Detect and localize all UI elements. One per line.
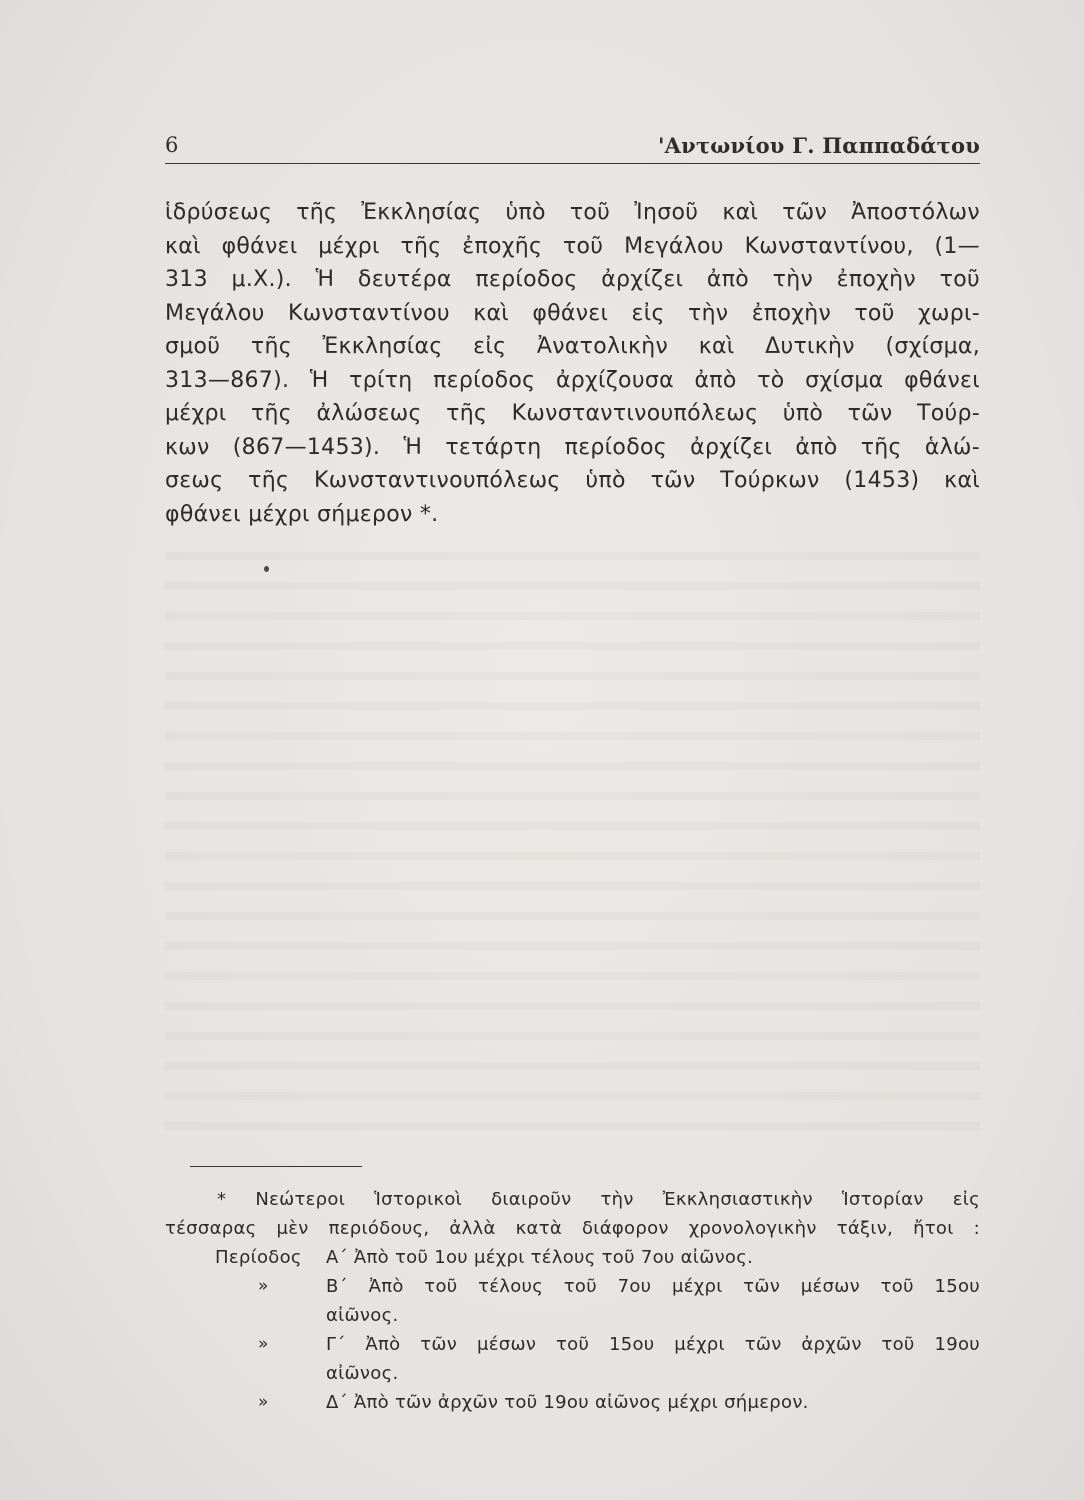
body-line: φθάνει μέχρι σήμερον *. bbox=[165, 501, 439, 527]
period-entry: Γ΄ Ἀπὸ τῶν μέσων τοῦ 15ου μέχρι τῶν ἀρχῶν τοῦ 19ου bbox=[326, 1334, 980, 1355]
body-line: 313—867). Ἡ τρίτη περίοδος ἀρχίζουσα ἀπὸ τὸ σχίσμα φθάνει bbox=[165, 367, 980, 393]
period-entry-continuation: αἰῶνος. bbox=[326, 1305, 399, 1326]
period-entry: Δ΄ Ἀπὸ τῶν ἀρχῶν τοῦ 19ου αἰῶνος μέχρι σήμερον. bbox=[326, 1392, 809, 1413]
ditto-mark: » bbox=[258, 1276, 269, 1296]
page-number: 6 bbox=[165, 133, 179, 157]
body-line: ἱδρύσεως τῆς Ἐκκλησίας ὑπὸ τοῦ Ἰησοῦ καὶ τῶν Ἀποστόλων bbox=[165, 200, 980, 225]
footnote-period-row bbox=[165, 1243, 980, 1272]
bleed-through-texture bbox=[165, 530, 980, 1150]
period-label: Περίοδος bbox=[215, 1247, 302, 1268]
footnote-period-row bbox=[165, 1330, 980, 1359]
footnote-line: * Νεώτεροι Ἱστορικοὶ διαιροῦν τὴν Ἐκκλησιαστικὴν Ἱστορίαν εἰς bbox=[217, 1189, 980, 1210]
footnote-period-row bbox=[165, 1359, 980, 1388]
body-line: μέχρι τῆς ἀλώσεως τῆς Κωνσταντινουπόλεως ὑπὸ τῶν Τούρ- bbox=[165, 401, 980, 426]
footnote-rule bbox=[190, 1166, 362, 1167]
period-entry-continuation: αἰῶνος. bbox=[326, 1363, 399, 1384]
body-line: Μεγάλου Κωνσταντίνου καὶ φθάνει εἰς τὴν ἐποχὴν τοῦ χωρι- bbox=[165, 300, 980, 326]
period-entry: Α΄ Ἀπὸ τοῦ 1ου μέχρι τέλους τοῦ 7ου αἰῶνος. bbox=[326, 1247, 754, 1268]
body-paragraph bbox=[165, 196, 980, 531]
running-head: 'Αντωνίου Γ. Παππαδάτου bbox=[658, 133, 980, 158]
body-line: σμοῦ τῆς Ἐκκλησίας εἰς Ἀνατολικὴν καὶ Δυτικὴν (σχίσμα, bbox=[165, 334, 980, 359]
body-line: καὶ φθάνει μέχρι τῆς ἐποχῆς τοῦ Μεγάλου Κωνσταντίνου, (1— bbox=[165, 233, 980, 259]
footnote-line: τέσσαρας μὲν περιόδους, ἀλλὰ κατὰ διάφορον χρονολογικὴν τάξιν, ἤτοι : bbox=[165, 1218, 980, 1239]
body-line: κων (867—1453). Ἡ τετάρτη περίοδος ἀρχίζει ἀπὸ τῆς ἁλώ- bbox=[165, 434, 980, 460]
period-entry: Β΄ Ἀπὸ τοῦ τέλους τοῦ 7ου μέχρι τῶν μέσων τοῦ 15ου bbox=[326, 1276, 980, 1297]
ink-speck bbox=[264, 566, 269, 572]
footnote-block bbox=[165, 1185, 980, 1417]
footnote-period-row bbox=[165, 1272, 980, 1301]
footnote-period-row bbox=[165, 1388, 980, 1417]
ditto-mark: » bbox=[258, 1334, 269, 1354]
body-line: 313 μ.Χ.). Ἡ δευτέρα περίοδος ἀρχίζει ἀπὸ τὴν ἐποχὴν τοῦ bbox=[165, 267, 980, 292]
ditto-mark: » bbox=[258, 1392, 269, 1412]
page-header bbox=[165, 133, 980, 164]
footnote-period-row bbox=[165, 1301, 980, 1330]
body-line: σεως τῆς Κωνσταντινουπόλεως ὑπὸ τῶν Τούρκων (1453) καὶ bbox=[165, 468, 980, 493]
